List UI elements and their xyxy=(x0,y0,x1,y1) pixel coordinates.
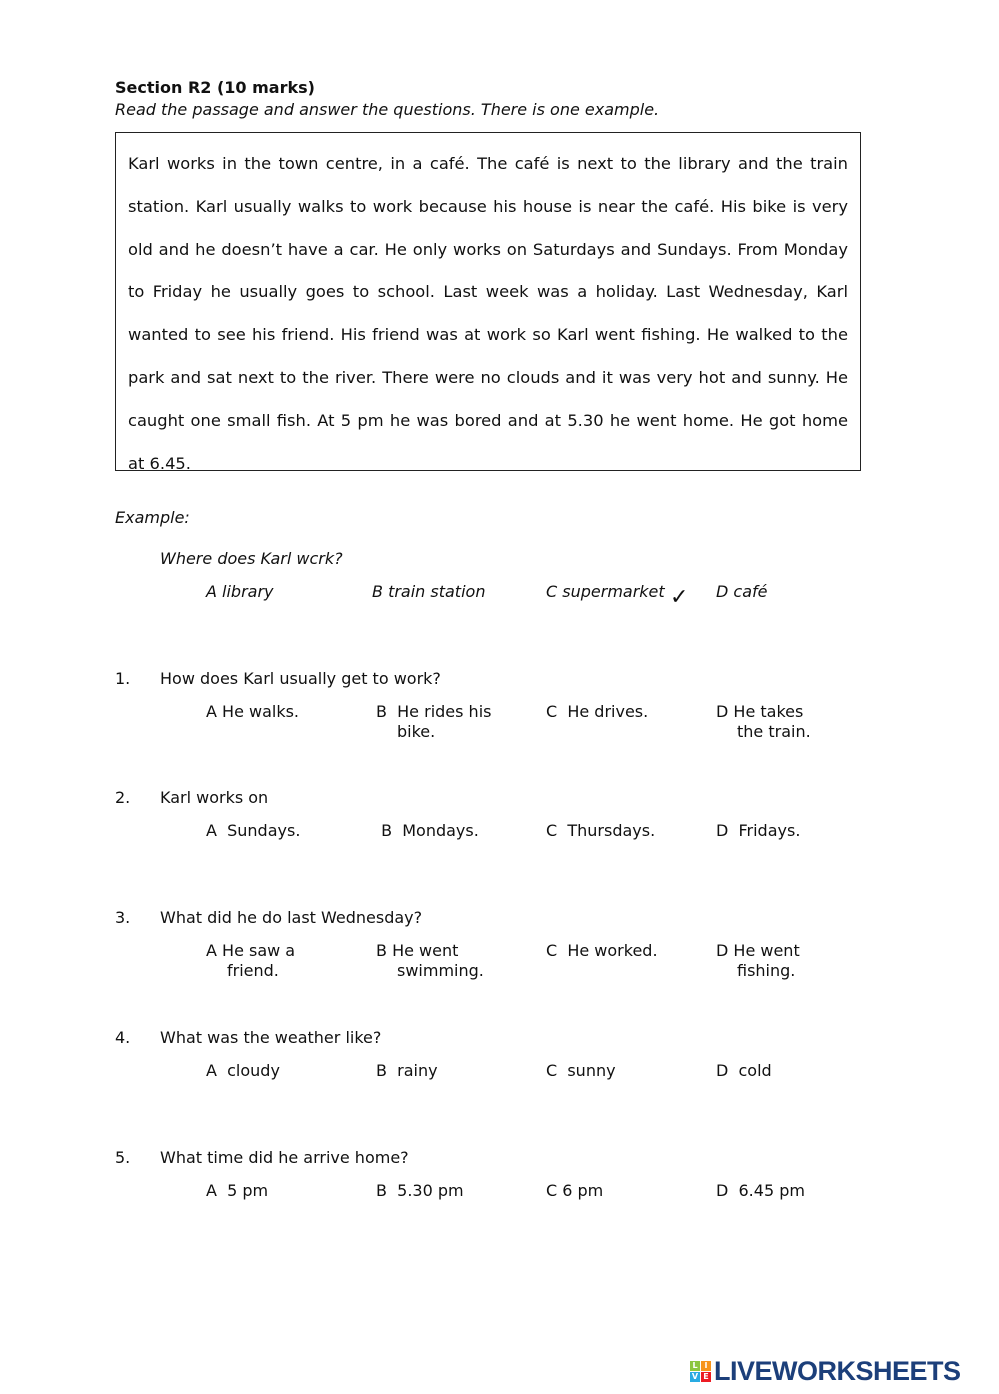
answer-option[interactable] xyxy=(716,941,800,981)
answer-option[interactable] xyxy=(206,1181,268,1201)
logo-tiles xyxy=(690,1361,711,1382)
answer-option[interactable] xyxy=(546,1181,603,1201)
option-line: B rainy xyxy=(376,1061,438,1080)
instructions: Read the passage and answer the questions. There is one example. xyxy=(115,100,660,119)
example-label: Example: xyxy=(115,508,190,527)
answer-option[interactable] xyxy=(206,702,299,722)
option-line: friend. xyxy=(227,961,279,980)
answer-option[interactable] xyxy=(546,821,655,841)
answer-option[interactable] xyxy=(716,702,811,742)
option-line: D He takes xyxy=(716,702,804,721)
question-number: 1. xyxy=(115,669,131,688)
answer-option[interactable] xyxy=(546,941,658,961)
question-text: How does Karl usually get to work? xyxy=(160,669,441,688)
option-line: fishing. xyxy=(737,961,796,980)
answer-option[interactable] xyxy=(546,702,648,722)
answer-option[interactable] xyxy=(376,821,479,841)
option-line: B He rides his xyxy=(376,702,492,721)
option-line: A cloudy xyxy=(206,1061,280,1080)
option-line: D 6.45 pm xyxy=(716,1181,805,1200)
question-number: 2. xyxy=(115,788,131,807)
question-number: 4. xyxy=(115,1028,131,1047)
option-line: A He walks. xyxy=(206,702,300,721)
section-title: Section R2 (10 marks) xyxy=(115,78,315,97)
logo-text: LIVEWORKSHEETS xyxy=(714,1356,961,1386)
answer-option[interactable] xyxy=(206,941,295,981)
option-line: C 6 pm xyxy=(546,1181,604,1200)
option-line: A Sundays. xyxy=(206,821,301,840)
question-number: 5. xyxy=(115,1148,131,1167)
answer-option[interactable] xyxy=(376,941,484,981)
answer-option[interactable] xyxy=(206,821,300,841)
answer-option[interactable] xyxy=(716,1061,772,1081)
question-text: What was the weather like? xyxy=(160,1028,382,1047)
answer-option[interactable] xyxy=(716,1181,805,1201)
option-line: C He drives. xyxy=(546,702,649,721)
logo-tile: E xyxy=(701,1372,711,1382)
answer-option[interactable] xyxy=(376,1061,438,1081)
logo-tile: I xyxy=(701,1361,711,1371)
question-text: What time did he arrive home? xyxy=(160,1148,409,1167)
option-line: bike. xyxy=(397,722,436,741)
example-question: Where does Karl wcrk? xyxy=(160,549,343,568)
option-line: B 5.30 pm xyxy=(376,1181,464,1200)
example-option-a[interactable]: A library xyxy=(206,582,274,601)
option-line: D He went xyxy=(716,941,800,960)
check-mark-icon: ✓ xyxy=(670,585,689,610)
example-option-c[interactable]: C supermarket xyxy=(546,582,665,601)
option-line: B He went xyxy=(376,941,459,960)
question-text: Karl works on xyxy=(160,788,269,807)
option-line: the train. xyxy=(737,722,811,741)
logo-tile: L xyxy=(690,1361,700,1371)
answer-option[interactable] xyxy=(546,1061,616,1081)
option-line: B Mondays. xyxy=(376,821,479,840)
answer-option[interactable] xyxy=(376,702,491,742)
option-line: A 5 pm xyxy=(206,1181,269,1200)
example-option-b[interactable]: B train station xyxy=(372,582,486,601)
example-option-d[interactable]: D café xyxy=(716,582,768,601)
option-line: C He worked. xyxy=(546,941,658,960)
question-number: 3. xyxy=(115,908,131,927)
question-text: What did he do last Wednesday? xyxy=(160,908,423,927)
logo-tile: V xyxy=(691,1372,699,1381)
option-line: C sunny xyxy=(546,1061,616,1080)
liveworksheets-logo xyxy=(690,1356,961,1387)
answer-option[interactable] xyxy=(716,821,800,841)
option-line: D cold xyxy=(716,1061,772,1080)
option-line: D Fridays. xyxy=(716,821,801,840)
answer-option[interactable] xyxy=(376,1181,464,1201)
reading-passage: Karl works in the town centre, in a café. The café is next to the library and the train station. Karl usually walks to work because his house is near the café. His bike is very old and he doesn’t have a car. He only works on Saturdays and Sundays. From Monday to Friday he usually goes to school. Last week was a holiday. Last Wednesday, Karl wanted to see his friend. His friend was at work so Karl went fishing. He walked to the park and sat next to the river. There were no clouds and it was very hot and sunny. He caught one small fish. At 5 pm he was bored and at 5.30 he went home. He got home at 6.45. xyxy=(115,132,861,471)
answer-option[interactable] xyxy=(206,1061,280,1081)
option-line: A He saw a xyxy=(206,941,296,960)
option-line: C Thursdays. xyxy=(546,821,656,840)
option-line: swimming. xyxy=(397,961,484,980)
